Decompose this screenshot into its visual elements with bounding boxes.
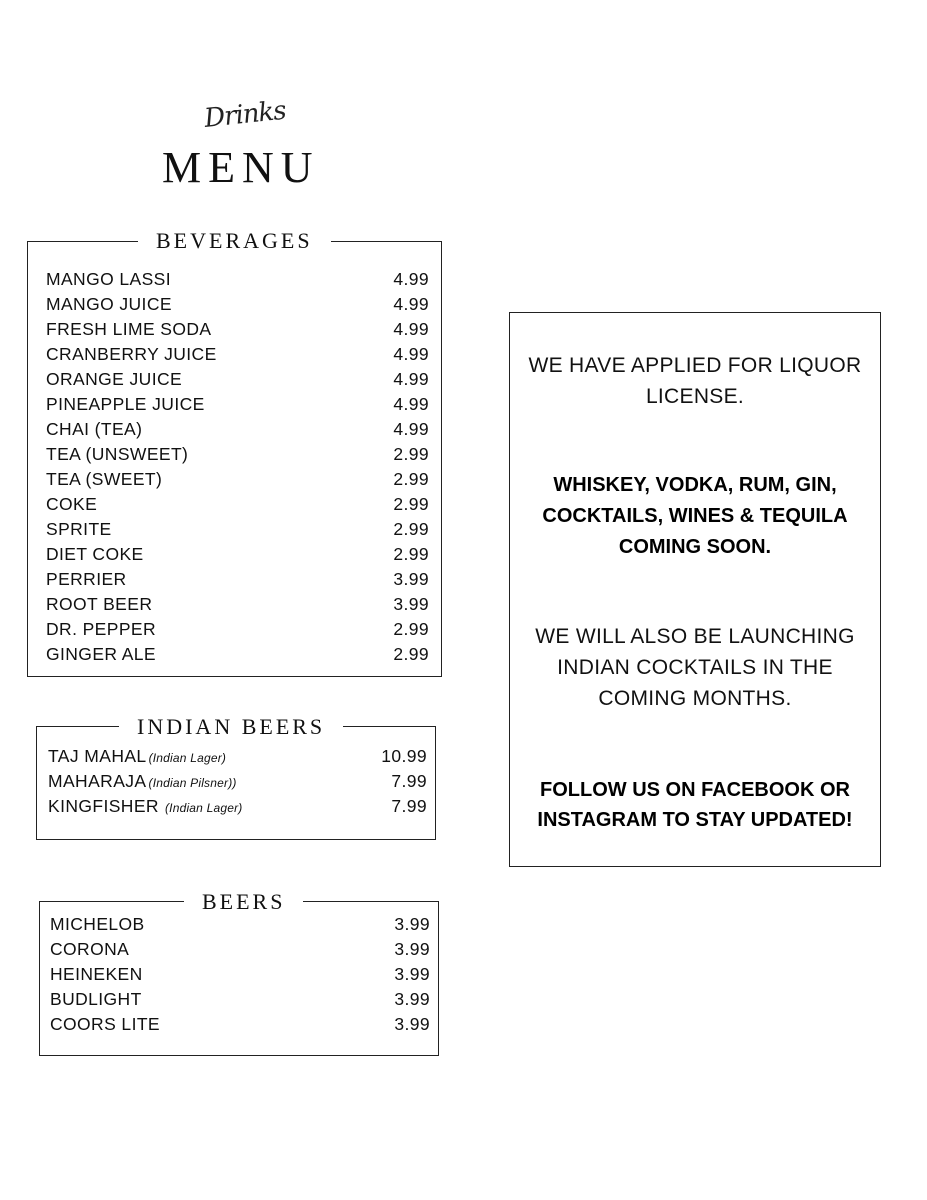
menu-item-name (46, 292, 172, 317)
menu-item-name-text: CORONA (50, 939, 130, 959)
menu-item-name-text: MICHELOB (50, 914, 145, 934)
menu-item-name (46, 392, 205, 417)
menu-item-price: 4.99 (393, 319, 429, 339)
menu-item-row (46, 592, 441, 617)
menu-item-price: 3.99 (394, 964, 430, 984)
beverages-section (27, 228, 442, 677)
menu-item-name (46, 517, 112, 542)
menu-item-name (46, 542, 144, 567)
coming-soon-line-2: COCKTAILS, WINES & TEQUILA (542, 505, 848, 527)
menu-item-row (46, 267, 441, 292)
menu-item-row (50, 912, 438, 937)
menu-item-name-text: BUDLIGHT (50, 989, 142, 1009)
menu-item-note: (Indian Lager) (148, 751, 227, 765)
menu-item-name-text: SPRITE (46, 519, 112, 539)
menu-item-price: 3.99 (393, 594, 429, 614)
cocktails-line-1: WE WILL ALSO BE LAUNCHING (535, 625, 855, 648)
beers-section (39, 889, 439, 1056)
menu-item-name-text: TEA (SWEET) (46, 469, 163, 489)
menu-item-price: 2.99 (393, 544, 429, 564)
menu-item-name (46, 317, 211, 342)
menu-item-name (50, 987, 142, 1012)
coming-soon-line-1: WHISKEY, VODKA, RUM, GIN, (553, 474, 837, 496)
menu-item-name (50, 937, 129, 962)
menu-item-price: 2.99 (393, 444, 429, 464)
menu-item-name-text: COORS LITE (50, 1014, 160, 1034)
menu-item-name-text: CRANBERRY JUICE (46, 344, 217, 364)
menu-item-price: 2.99 (393, 619, 429, 639)
menu-item-name (48, 744, 226, 771)
indian-beers-title: INDIAN BEERS (119, 714, 343, 740)
menu-item-row (46, 517, 441, 542)
menu-item-row (50, 1012, 438, 1037)
license-applied-line-1: WE HAVE APPLIED FOR LIQUOR (528, 354, 862, 377)
menu-item-name-text: KINGFISHER (48, 796, 159, 816)
menu-item-name-text: PINEAPPLE JUICE (46, 394, 205, 414)
follow-us-line-1: FOLLOW US ON FACEBOOK OR (540, 779, 850, 801)
menu-item-row (50, 937, 438, 962)
menu-item-row (48, 794, 435, 819)
cocktails-line-3: COMING MONTHS. (598, 687, 792, 710)
menu-item-price: 4.99 (393, 269, 429, 289)
menu-item-name (48, 769, 237, 796)
menu-item-name (50, 912, 145, 937)
menu-item-price: 4.99 (393, 369, 429, 389)
menu-item-name-text: MAHARAJA (48, 771, 147, 791)
menu-item-name-text: PERRIER (46, 569, 127, 589)
menu-item-row (46, 567, 441, 592)
menu-item-row (46, 442, 441, 467)
menu-item-price: 3.99 (393, 569, 429, 589)
menu-item-name (46, 617, 156, 642)
menu-item-price: 4.99 (393, 344, 429, 364)
menu-item-price: 3.99 (394, 939, 430, 959)
menu-item-name-text: GINGER ALE (46, 644, 157, 664)
menu-item-name-text: COKE (46, 494, 98, 514)
beverages-title: BEVERAGES (138, 228, 331, 254)
menu-item-name-text: FRESH LIME SODA (46, 319, 212, 339)
menu-item-name (46, 367, 182, 392)
menu-item-price: 3.99 (394, 1014, 430, 1034)
menu-item-name (46, 567, 127, 592)
menu-item-name (48, 794, 242, 821)
menu-item-name (46, 642, 156, 667)
menu-item-price: 4.99 (393, 419, 429, 439)
menu-item-row (46, 467, 441, 492)
menu-item-row (46, 342, 441, 367)
menu-item-row (46, 292, 441, 317)
menu-item-row (46, 492, 441, 517)
menu-item-price: 2.99 (393, 644, 429, 664)
menu-item-name-text: DR. PEPPER (46, 619, 156, 639)
menu-item-row (48, 744, 435, 769)
menu-item-name (46, 342, 217, 367)
menu-title: MENU (162, 143, 320, 192)
menu-item-price: 2.99 (393, 469, 429, 489)
menu-item-name (46, 267, 171, 292)
menu-item-name-text: MANGO LASSI (46, 269, 171, 289)
menu-item-row (46, 617, 441, 642)
menu-item-name (46, 592, 152, 617)
menu-item-note: (Indian Pilsner)) (148, 776, 237, 790)
cocktails-line-2: INDIAN COCKTAILS IN THE (557, 656, 833, 679)
menu-item-row (48, 769, 435, 794)
menu-item-name (46, 467, 162, 492)
menu-item-name (50, 962, 143, 987)
beers-title: BEERS (184, 889, 303, 915)
menu-item-price: 2.99 (393, 519, 429, 539)
license-applied-line-2: LICENSE. (645, 385, 745, 408)
coming-soon-line-3: COMING SOON. (618, 536, 772, 558)
menu-item-name-text: ROOT BEER (46, 594, 153, 614)
follow-us-line-2: INSTAGRAM TO STAY UPDATED! (537, 809, 853, 831)
menu-item-note: (Indian Lager) (164, 801, 243, 815)
menu-item-row (50, 962, 438, 987)
menu-item-price: 2.99 (393, 494, 429, 514)
menu-item-row (46, 317, 441, 342)
menu-item-row (50, 987, 438, 1012)
menu-item-name-text: CHAI (TEA) (46, 419, 143, 439)
menu-item-name-text: TAJ MAHAL (48, 746, 147, 766)
menu-item-name (50, 1012, 160, 1037)
menu-item-price: 7.99 (391, 771, 427, 791)
menu-item-name-text: HEINEKEN (50, 964, 143, 984)
menu-item-name-text: ORANGE JUICE (46, 369, 183, 389)
menu-item-name-text: DIET COKE (46, 544, 144, 564)
menu-item-name-text: TEA (UNSWEET) (46, 444, 189, 464)
menu-item-row (46, 392, 441, 417)
menu-item-row (46, 642, 441, 667)
menu-item-price: 7.99 (391, 796, 427, 816)
menu-item-name (46, 442, 188, 467)
menu-item-row (46, 417, 441, 442)
indian-beers-section (36, 714, 436, 840)
menu-item-name (46, 417, 142, 442)
menu-item-price: 4.99 (393, 394, 429, 414)
menu-item-price: 3.99 (394, 989, 430, 1009)
menu-item-price: 10.99 (381, 746, 427, 766)
menu-item-row (46, 367, 441, 392)
menu-item-name (46, 492, 97, 517)
menu-item-price: 4.99 (393, 294, 429, 314)
menu-item-name-text: MANGO JUICE (46, 294, 172, 314)
drinks-script-title: Drinks (202, 95, 287, 134)
menu-item-price: 3.99 (394, 914, 430, 934)
menu-item-row (46, 542, 441, 567)
liquor-license-notice (509, 312, 881, 867)
